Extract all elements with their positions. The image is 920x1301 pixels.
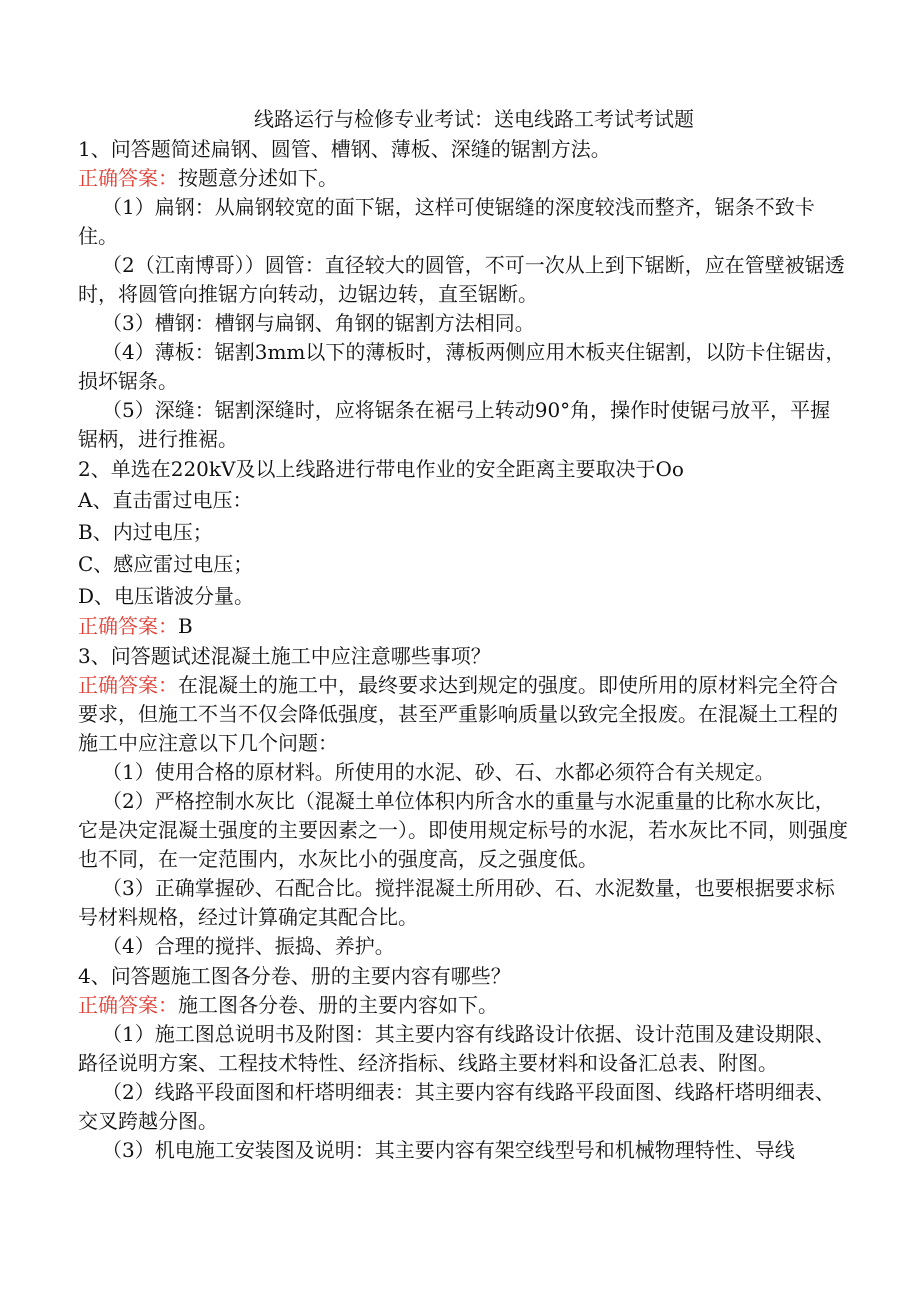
- answer-1-intro: 按题意分述如下。: [178, 166, 338, 190]
- answer-3-item-2: （2）严格控制水灰比（混凝土单位体积内所含水的重量与水泥重量的比称水灰比，它是决定混凝土强度的主要因素之一）。即使用规定标号的水泥，若水灰比不同，则强度也不同，在一定范围内，水灰比小的强度高，反之强度低。: [78, 789, 848, 871]
- answer-1-item-5: （5）深缝：锯割深缝时，应将锯条在裾弓上转动90°角，操作时使锯弓放平，平握锯柄，进行推裾。: [78, 398, 831, 451]
- answer-3-intro: 在混凝土的施工中，最终要求达到规定的强度。即使所用的原材料完全符合要求，但施工不当不仅会降低强度，甚至严重影响质量以致完全报废。在混凝土工程的施工中应注意以下几个问题：: [78, 673, 838, 755]
- answer-4-item-3: （3）机电施工安装图及说明：其主要内容有架空线型号和机械物理特性、导线: [102, 1138, 795, 1162]
- answer-label: 正确答案：: [78, 166, 178, 190]
- answer-label: 正确答案：: [78, 993, 178, 1017]
- answer-2-value: B: [178, 614, 193, 638]
- question-2: 2、单选在220kV及以上线路进行带电作业的安全距离主要取决于Oo: [78, 457, 684, 481]
- answer-3-item-3: （3）正确掌握砂、石配合比。搅拌混凝土所用砂、石、水泥数量，也要根据要求标号材料规格，经过计算确定其配合比。: [78, 876, 835, 929]
- answer-label: 正确答案：: [78, 673, 178, 697]
- answer-4-item-1: （1）施工图总说明书及附图：其主要内容有线路设计依据、设计范围及建设期限、路径说明方案、工程技术特性、经济指标、线路主要材料和设备汇总表、附图。: [78, 1022, 835, 1075]
- answer-1-item-3: （3）槽钢：槽钢与扁钢、角钢的锯割方法相同。: [102, 311, 535, 335]
- answer-3: [78, 671, 848, 758]
- answer-1-item-4: （4）薄板：锯割3mm以下的薄板时，薄板两侧应用木板夹住锯割，以防卡住锯齿，损坏锯条。: [78, 340, 846, 393]
- answer-4-item-2: （2）线路平段面图和杆塔明细表：其主要内容有线路平段面图、线路杆塔明细表、交叉跨越分图。: [78, 1080, 835, 1133]
- answer-2: [78, 612, 848, 641]
- answer-label: 正确答案：: [78, 614, 178, 638]
- question-3: 3、问答题试述混凝土施工中应注意哪些事项？: [78, 644, 491, 668]
- answer-3-item-1: （1）使用合格的原材料。所使用的水泥、砂、石、水都必须符合有关规定。: [102, 760, 775, 784]
- question-1: 1、问答题简述扁钢、圆管、槽钢、薄板、深缝的锯割方法。: [78, 137, 611, 161]
- answer-3-item-4: （4）合理的搅拌、振捣、养护。: [102, 934, 395, 958]
- option-a: A、直击雷过电压：: [78, 488, 253, 512]
- document-title: 线路运行与检修专业考试：送电线路工考试考试题: [254, 107, 694, 131]
- option-c: C、感应雷过电压；: [78, 552, 254, 576]
- document-page: [78, 104, 848, 1165]
- answer-4-intro: 施工图各分卷、册的主要内容如下。: [178, 993, 498, 1017]
- answer-1-item-1: （1）扁钢：从扁钢较宽的面下锯，这样可使锯缝的深度较浅而整齐，锯条不致卡住。: [78, 195, 815, 248]
- answer-1: [78, 164, 848, 193]
- answer-1-item-2: （2（江南博哥））圆管：直径较大的圆管，不可一次从上到下锯断，应在管壁被锯透时，将圆管向推锯方向转动，边锯边转，直至锯断。: [78, 253, 845, 306]
- option-d: D、电压谐波分量。: [78, 584, 255, 608]
- answer-4: [78, 991, 848, 1020]
- option-b: B、内过电压；: [78, 520, 213, 544]
- question-4: 4、问答题施工图各分卷、册的主要内容有哪些？: [78, 964, 511, 988]
